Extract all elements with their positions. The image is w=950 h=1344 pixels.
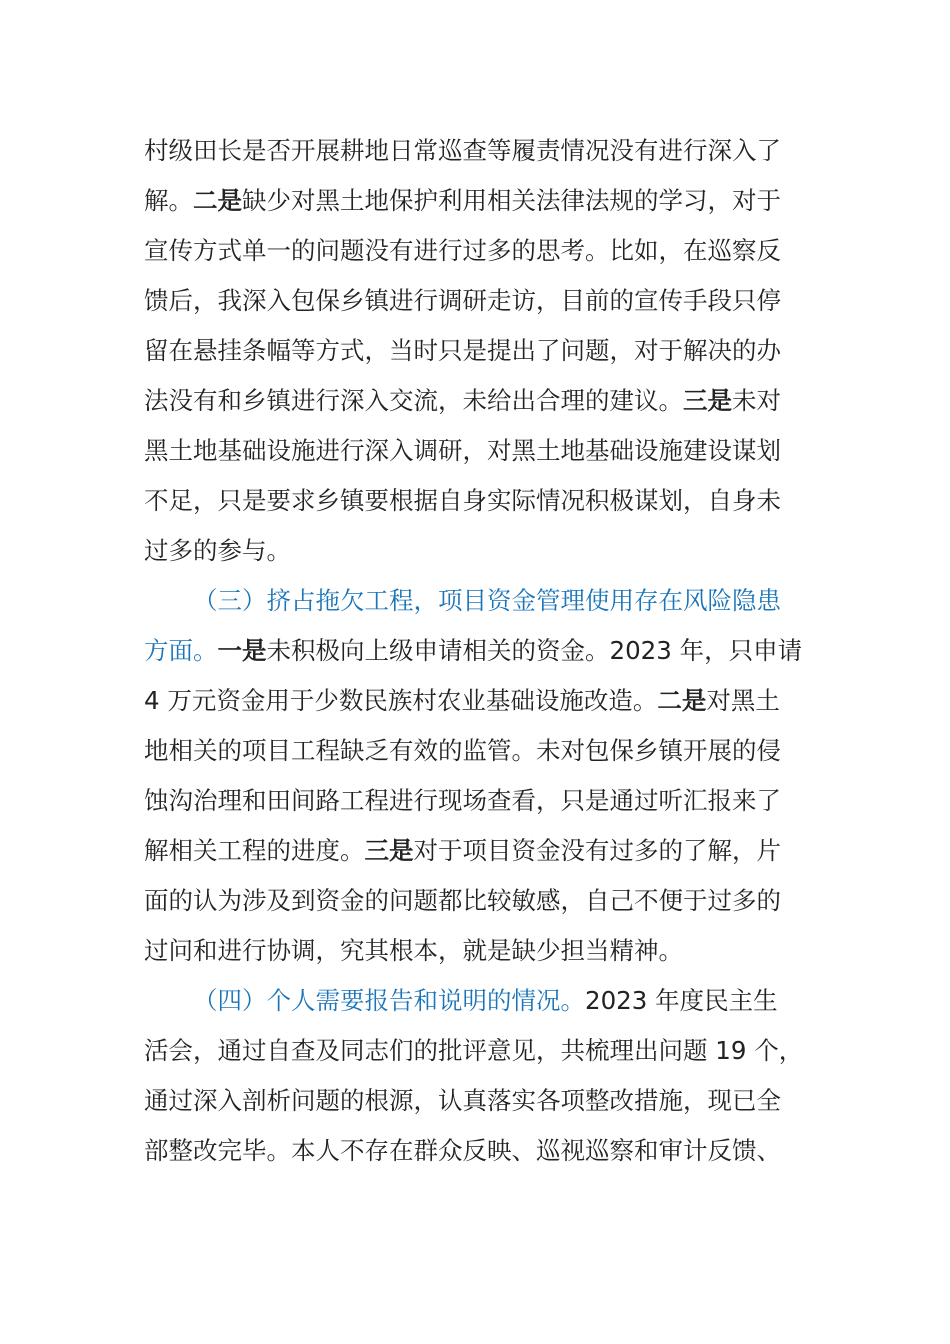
bold-marker: 三是 — [364, 836, 414, 865]
text-span: 村级田长是否开展耕地日常巡查等履责情况没有进行深入了 — [144, 136, 781, 165]
text-line — [144, 376, 781, 426]
text-line — [144, 1026, 803, 1076]
text-span: 2023 年度民主生 — [585, 986, 778, 1015]
text-span: 不足，只是要求乡镇要根据自身实际情况积极谋划，自身未 — [144, 486, 781, 515]
text-span: 未积极向上级申请相关的资金。2023 年，只申请 — [266, 636, 803, 665]
text-span: 过问和进行协调，究其根本，就是缺少担当精神。 — [144, 936, 683, 965]
text-line — [144, 476, 781, 526]
text-span: 面的认为涉及到资金的问题都比较敏感，自己不便于过多的 — [144, 886, 781, 915]
text-span: 地相关的项目工程缺乏有效的监管。未对包保乡镇开展的侵 — [144, 736, 781, 765]
text-span: 黑土地基础设施进行深入调研，对黑土地基础设施建设谋划 — [144, 436, 781, 465]
text-span: 宣传方式单一的问题没有进行过多的思考。比如，在巡察反 — [144, 236, 781, 265]
bold-marker: 二是 — [193, 186, 242, 215]
text-span: 4 万元资金用于少数民族村农业基础设施改造。 — [144, 686, 658, 715]
text-span: 蚀沟治理和田间路工程进行现场查看，只是通过听汇报来了 — [144, 786, 781, 815]
text-span: 法没有和乡镇进行深入交流，未给出合理的建议。 — [144, 386, 683, 415]
text-line — [144, 226, 781, 276]
section-heading: （三）挤占拖欠工程，项目资金管理使用存在风险隐患 — [193, 586, 781, 615]
text-span: 解相关工程的进度。 — [144, 836, 365, 865]
text-line — [144, 1126, 781, 1176]
section-heading-line — [193, 576, 781, 626]
text-span: 未对 — [732, 386, 781, 415]
section-heading-line — [193, 976, 778, 1026]
text-span: 对于项目资金没有过多的了解，片 — [413, 836, 781, 865]
section-heading: （四）个人需要报告和说明的情况。 — [193, 986, 585, 1015]
text-span: 通过深入剖析问题的根源，认真落实各项整改措施，现已全 — [144, 1086, 781, 1115]
text-span: 馈后，我深入包保乡镇进行调研走访，目前的宣传手段只停 — [144, 286, 781, 315]
text-span: 留在悬挂条幅等方式，当时只是提出了问题，对于解决的办 — [144, 336, 781, 365]
bold-marker: 三是 — [683, 386, 732, 415]
text-line — [144, 176, 781, 226]
text-span: 部整改完毕。本人不存在群众反映、巡视巡察和审计反馈、 — [144, 1136, 781, 1165]
bold-marker: 一是 — [217, 636, 267, 665]
text-line — [144, 1076, 781, 1126]
text-line — [144, 926, 683, 976]
text-line — [144, 426, 781, 476]
text-span: 解。 — [144, 186, 193, 215]
text-line — [144, 276, 781, 326]
text-line — [144, 876, 781, 926]
text-line — [144, 826, 781, 876]
text-line — [144, 776, 781, 826]
text-line — [144, 526, 291, 576]
bold-marker: 二是 — [657, 686, 707, 715]
section-heading: 方面。 — [144, 636, 218, 665]
text-line — [144, 726, 781, 776]
text-line — [144, 326, 781, 376]
text-line — [144, 126, 781, 176]
text-span: 过多的参与。 — [144, 536, 291, 565]
text-span: 活会，通过自查及同志们的批评意见，共梳理出问题 19 个， — [144, 1036, 804, 1065]
text-line — [144, 676, 780, 726]
text-span: 对黑土 — [706, 686, 780, 715]
text-line — [144, 626, 802, 676]
text-span: 缺少对黑土地保护利用相关法律法规的学习，对于 — [242, 186, 781, 215]
